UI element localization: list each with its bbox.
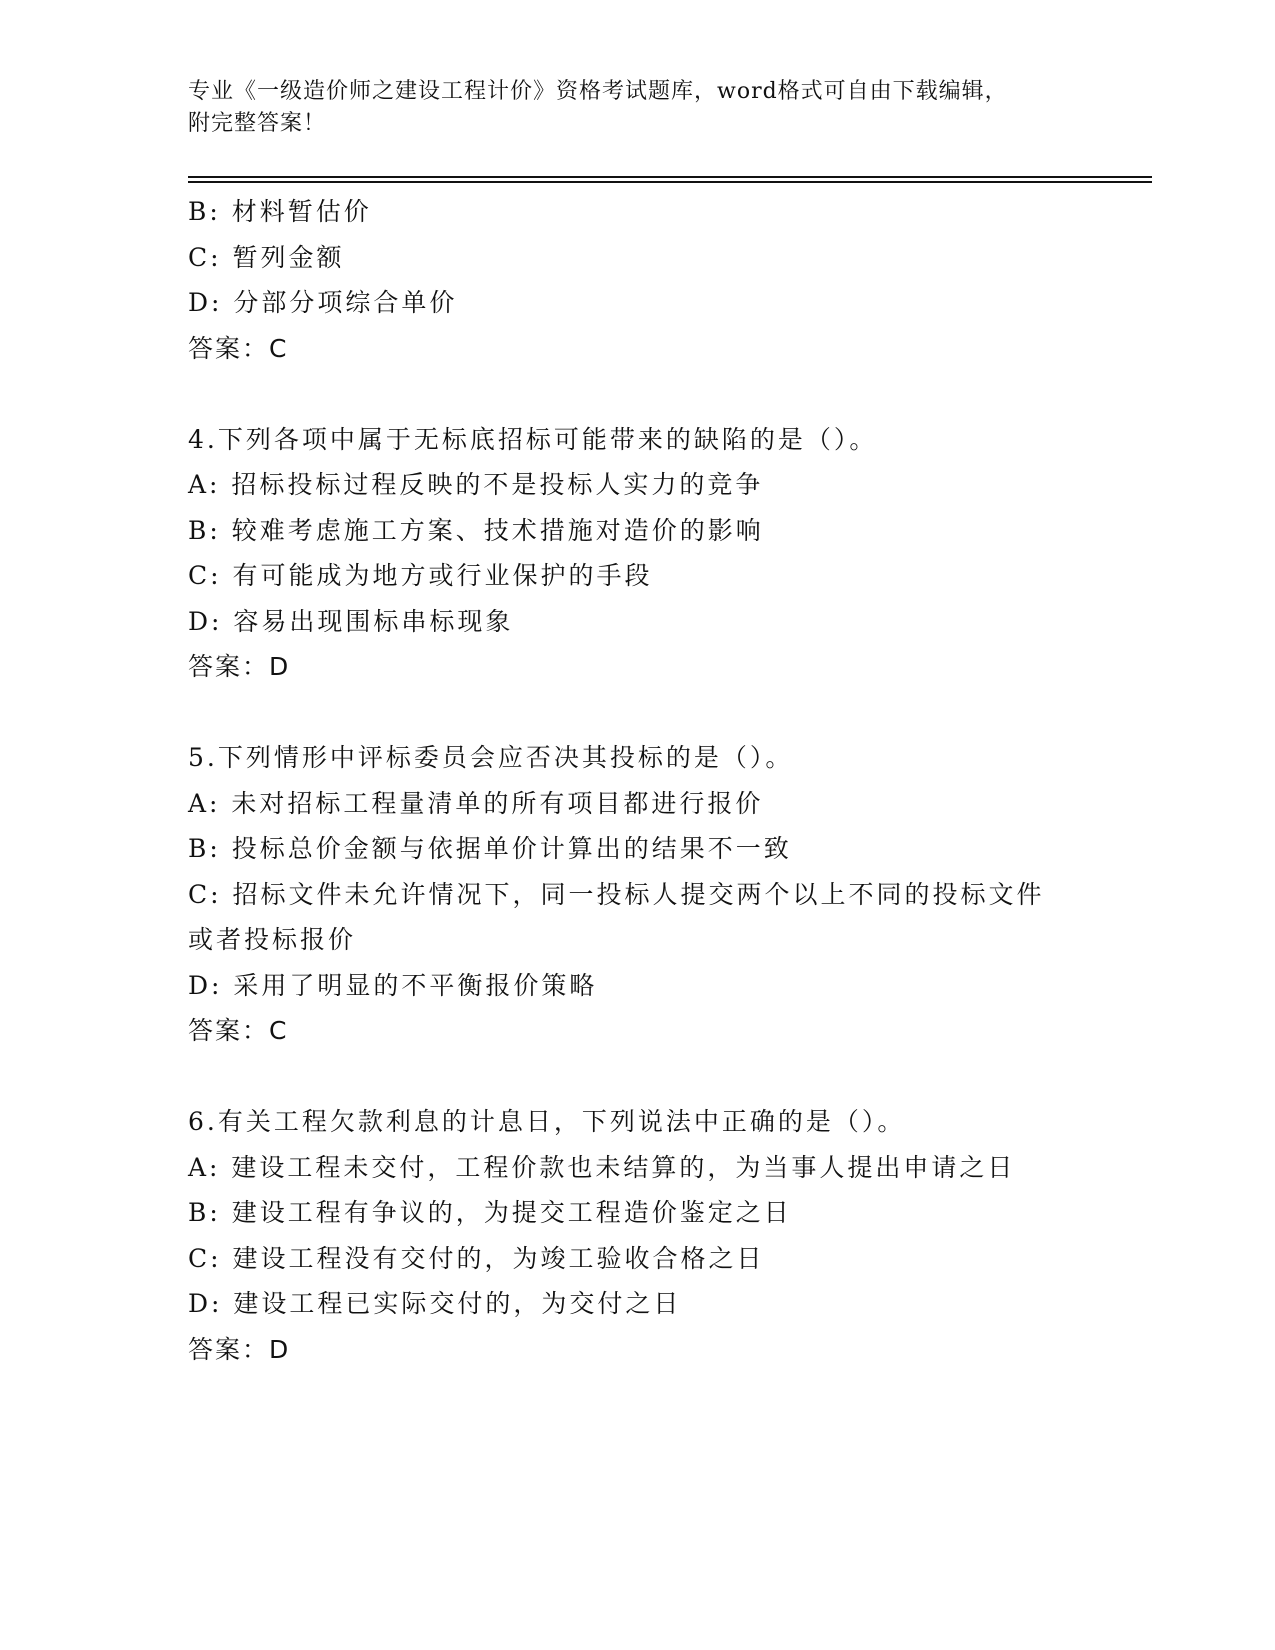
q5-option-c-line-2: 或者投标报价 [188, 925, 357, 954]
question-6 [188, 1099, 1088, 1372]
q4-option-d: D: 容易出现围标串标现象 [188, 606, 514, 636]
q6-answer: 答案：D [188, 1334, 291, 1364]
q5-option-a: A: 未对招标工程量清单的所有项目都进行报价 [188, 788, 764, 818]
spacer [188, 371, 1088, 417]
header-line-1: 专业《一级造价师之建设工程计价》资格考试题库，word格式可自由下载编辑， [188, 79, 1008, 104]
q5-option-b: B: 投标总价金额与依据单价计算出的结果不一致 [188, 834, 792, 863]
q5-question: 5.下列情形中评标委员会应否决其投标的是（）。 [188, 743, 794, 772]
q4-option-c: C: 有可能成为地方或行业保护的手段 [188, 561, 653, 590]
q6-option-d: D: 建设工程已实际交付的，为交付之日 [188, 1289, 682, 1318]
q4-question: 4.下列各项中属于无标底招标可能带来的缺陷的是（）。 [188, 424, 878, 454]
header-rule-top [188, 176, 1152, 178]
q3-option-d: D: 分部分项综合单价 [188, 288, 458, 317]
q6-option-c: C: 建设工程没有交付的，为竣工验收合格之日 [188, 1243, 765, 1273]
spacer [188, 1054, 1088, 1100]
question-4 [188, 417, 1088, 690]
q4-answer: 答案：D [188, 652, 291, 681]
question-list [188, 189, 1088, 1372]
question-3 [188, 189, 1088, 371]
spacer [188, 690, 1088, 736]
q3-answer: 答案：C [188, 333, 289, 363]
q3-option-c: C: 暂列金额 [188, 242, 345, 272]
q5-answer: 答案：C [188, 1016, 289, 1045]
q4-option-b: B: 较难考虑施工方案、技术措施对造价的影响 [188, 515, 764, 545]
q6-option-b: B: 建设工程有争议的，为提交工程造价鉴定之日 [188, 1198, 792, 1227]
q6-question: 6.有关工程欠款利息的计息日，下列说法中正确的是（）。 [188, 1107, 906, 1136]
q6-option-a: A: 建设工程未交付，工程价款也未结算的，为当事人提出申请之日 [188, 1152, 1016, 1182]
q4-option-a: A: 招标投标过程反映的不是投标人实力的竞争 [188, 470, 764, 499]
document-header [188, 76, 1088, 140]
header-rule-bottom [188, 181, 1152, 183]
q3-option-b: B: 材料暂估价 [188, 197, 372, 226]
q5-option-c-line-1: C: 招标文件未允许情况下，同一投标人提交两个以上不同的投标文件 [188, 879, 1045, 909]
header-line-2: 附完整答案！ [188, 111, 327, 136]
question-5 [188, 735, 1088, 1054]
q5-option-d: D: 采用了明显的不平衡报价策略 [188, 970, 598, 1000]
